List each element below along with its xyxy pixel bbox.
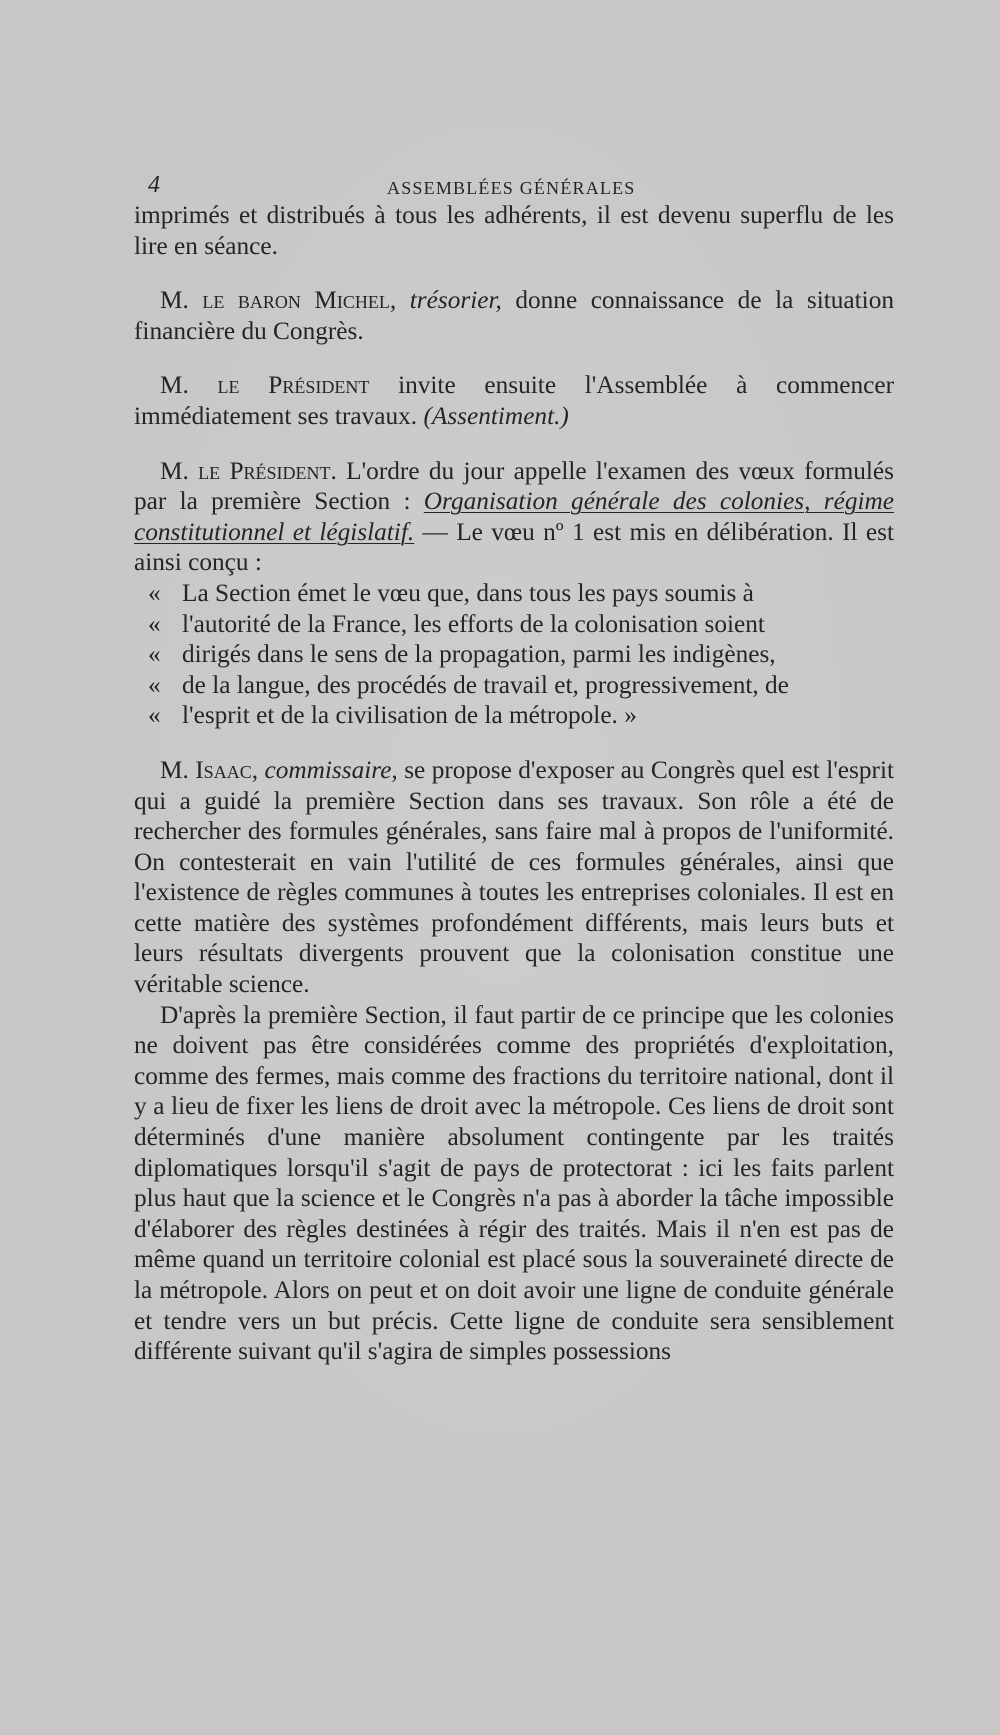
speaker-role: commissaire, <box>264 755 398 784</box>
paragraph-commissioner <box>134 755 894 1000</box>
quote-line: « dirigés dans le sens de la propagation, parmi les indigènes, <box>182 639 894 670</box>
section-title-underlined: Organisation générale des colonies, régime constitutionnel et législatif. <box>134 487 895 546</box>
paragraph-text: — Le vœu nº 1 est mis en délibération. Il est ainsi conçu : <box>134 517 894 577</box>
page-text <box>134 170 894 1367</box>
paragraph-text: donne connaissance de la situation financière du Congrès. <box>134 286 894 345</box>
stage-direction: (Assentiment.) <box>423 401 569 430</box>
paragraph-treasurer <box>134 285 894 346</box>
quote-line: « de la langue, des procédés de travail et, progressivement, de <box>182 670 894 701</box>
speaker-name: M. Isaac, <box>160 755 259 784</box>
paragraph-text: D'après la première Section, il faut partir de ce principe que les colonies ne doivent pas être considérées comme des propriétés d'exploitation, comme des fermes, mais comme des fractions du territoire national, dont il y a lieu de fixer les liens de droit avec la métropole. Ces liens de droit sont déterminés d'une manière absolument contingente par les traités diplomatiques lorsqu'il s'agit de pays de protectorat : ici les faits parlent plus haut que la science et le Congrès n'a pas à aborder la tâche impossible d'élaborer des règles destinées à régir des traités. Mais il n'en est pas de même quand un territoire colonial est placé sous la souveraineté directe de la métropole. Alors on peut et on doit avoir une ligne de conduite générale et tendre vers un but précis. Cette ligne de conduite sera sensiblement différente suivant qu'il s'agira de simples possessions <box>134 1000 894 1366</box>
speaker-name: M. le Président. <box>160 456 337 485</box>
running-head <box>148 170 894 200</box>
speaker-role: trésorier, <box>409 286 502 315</box>
page-number: 4 <box>148 172 160 198</box>
paragraph-text: invite ensuite l'Assemblée à commencer immédiatement ses travaux. <box>134 371 895 430</box>
speaker-name: M. le Président <box>160 371 370 400</box>
paragraph-text: imprimés et distribués à tous les adhérents, il est devenu superflu de les lire en séance. <box>134 201 894 260</box>
paragraph-order-of-day <box>134 456 894 578</box>
paragraph-principle <box>134 1000 894 1367</box>
quote-line: « l'esprit et de la civilisation de la métropole. » <box>182 700 894 731</box>
paragraph-text: se propose d'exposer au Congrès quel est l'esprit qui a guidé la première Section dans ses travaux. Son rôle a été de rechercher des formules générales, sans faire mal à propos de l'uniformité. On contesterait en vain l'utilité de ces formules générales, ainsi que l'existence de règles communes à toutes les entreprises coloniales. Il est en cette matière des systèmes profondément différents, mais leurs buts et leurs résultats divergents prouvent que la colonisation constitue une véritable science. <box>134 755 894 999</box>
speaker-name: M. le baron Michel, <box>160 286 397 315</box>
paragraph-president-invite <box>134 370 894 431</box>
quote-line: « l'autorité de la France, les efforts de la colonisation soient <box>182 609 894 640</box>
paragraph-text: L'ordre du jour appelle l'examen des vœux formulés par la première Section : <box>134 456 894 516</box>
quote-line: « La Section émet le vœu que, dans tous les pays soumis à <box>182 578 894 609</box>
running-title: ASSEMBLÉES GÉNÉRALES <box>387 178 636 198</box>
paragraph-continued <box>134 200 894 261</box>
resolution-quote <box>134 578 894 731</box>
